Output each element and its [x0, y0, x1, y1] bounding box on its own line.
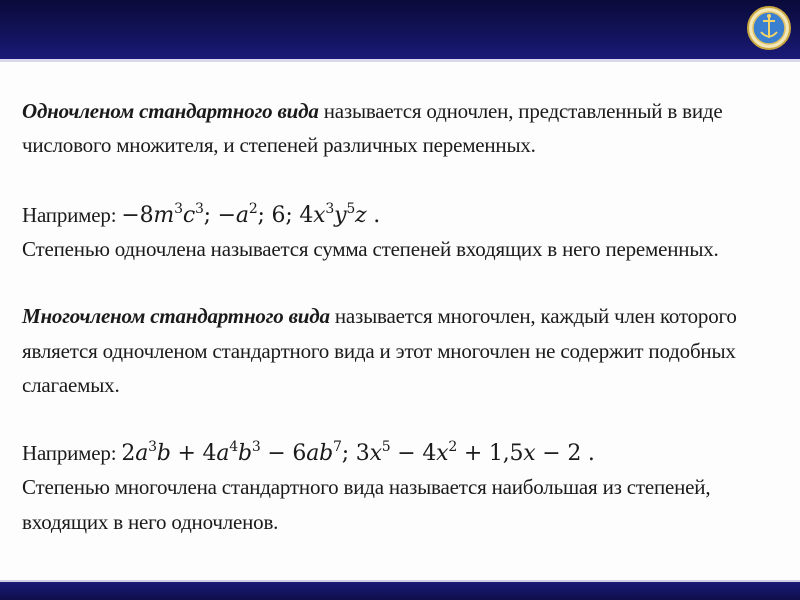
- slide-content: [0, 62, 800, 580]
- definition-polynomial-line-1: [22, 303, 737, 329]
- header-bar: [0, 0, 800, 62]
- example-label: Например:: [22, 441, 122, 465]
- polynomial-degree-line-1: Степенью многочлена стандартного вида называется наибольшая из степеней,: [22, 475, 711, 499]
- anchor-emblem-icon: [747, 6, 791, 50]
- monomial-example: [22, 202, 380, 229]
- monomial-example-math: $-8m^3c^3$; $-a^2$; 6; $4x^3y^5z$ .: [121, 201, 381, 228]
- polynomial-example: [22, 440, 595, 467]
- polynomial-example-math: $2a^3b + 4a^4b^3 - 6ab^7$; $3x^5 - 4x^2 + 1,5x - 2$ .: [121, 439, 595, 466]
- definition-monomial-line-1: [22, 98, 722, 124]
- term-polynomial: Многочленом стандартного вида: [22, 304, 330, 328]
- definition-text: называется многочлен, каждый член которого: [329, 304, 737, 328]
- definition-monomial-line-2: числового множителя, и степеней различных переменных.: [22, 133, 536, 157]
- polynomial-degree-line-2: входящих в него одночленов.: [22, 510, 279, 534]
- term-monomial: Одночленом стандартного вида: [22, 99, 319, 123]
- footer-bar: [0, 580, 800, 600]
- definition-text: называется одночлен, представленный в виде: [318, 99, 723, 123]
- definition-polynomial-line-3: слагаемых.: [22, 373, 120, 397]
- monomial-degree-sentence: Степенью одночлена называется сумма степеней входящих в него переменных.: [22, 237, 719, 261]
- definition-polynomial-line-2: является одночленом стандартного вида и этот многочлен не содержит подобных: [22, 339, 736, 363]
- example-label: Например:: [22, 203, 122, 227]
